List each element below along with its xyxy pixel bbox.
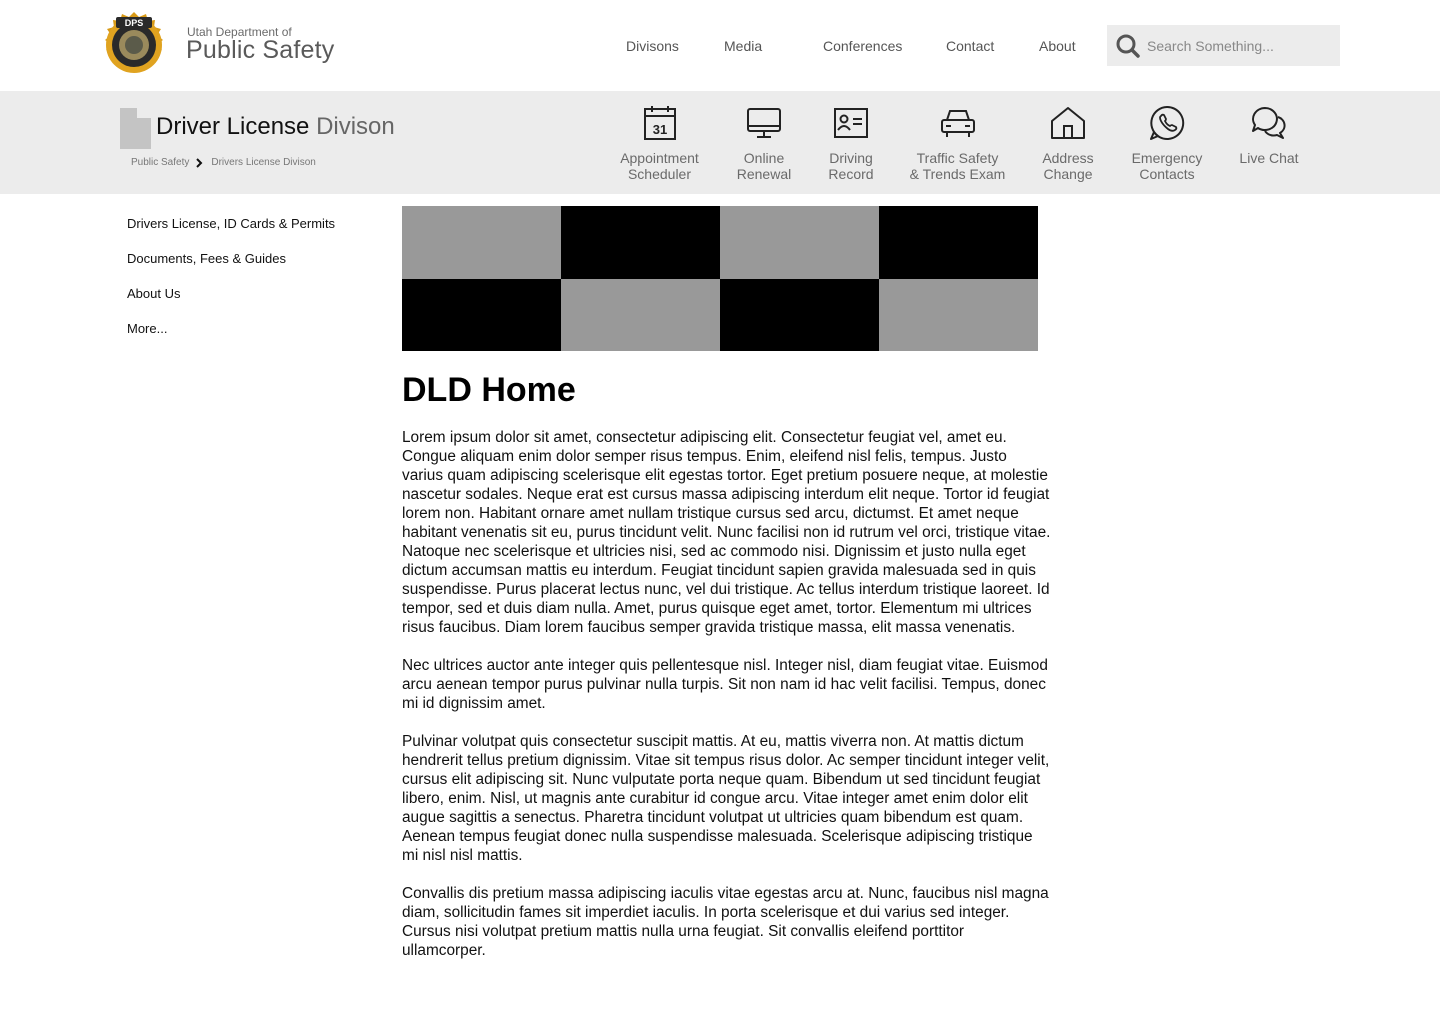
breadcrumb bbox=[131, 157, 316, 168]
monitor-icon bbox=[744, 103, 784, 143]
quick-link-label: Address Change bbox=[1042, 150, 1094, 182]
quick-link-label: Driving Record bbox=[828, 150, 874, 182]
page-title: DLD Home bbox=[402, 371, 576, 409]
utah-state-shape-icon bbox=[120, 108, 151, 149]
hero-tile bbox=[561, 279, 720, 352]
quick-link-online-renewal[interactable] bbox=[729, 103, 799, 182]
dps-seal-logo[interactable] bbox=[102, 11, 166, 79]
search-input[interactable] bbox=[1143, 25, 1335, 66]
paragraph: Nec ultrices auctor ante integer quis pellentesque nisl. Integer nisl, diam feugiat vitae. Euismod arcu aenean tempor purus pulvinar nulla turpis. Sit non nam id hac velit facilisi. Tempus, donec mi id dignissim amet. bbox=[402, 657, 1048, 712]
breadcrumb-item-public-safety[interactable]: Public Safety bbox=[131, 157, 190, 168]
quick-link-address-change[interactable] bbox=[1035, 103, 1101, 182]
quick-link-label: Live Chat bbox=[1239, 150, 1299, 166]
quick-link-label: Appointment Scheduler bbox=[620, 150, 699, 182]
nav-divisions[interactable]: Divisons bbox=[626, 38, 679, 54]
svg-text:31: 31 bbox=[652, 122, 667, 137]
quick-link-appointment[interactable] bbox=[612, 103, 707, 182]
brand-title[interactable]: Public Safety bbox=[186, 36, 335, 64]
hero-tile bbox=[720, 206, 879, 279]
article-body bbox=[402, 428, 1052, 979]
division-title[interactable] bbox=[156, 113, 395, 141]
svg-text:DPS: DPS bbox=[124, 18, 144, 28]
house-icon bbox=[1048, 103, 1088, 143]
paragraph: Convallis dis pretium massa adipiscing iaculis vitae egestas arcu at. Nunc, faucibus nisl magna diam, sollicitudin fames sit imperdiet iaculis. In porta scelerisque et dui varius sed integer. Cursus nisi volutpat pretium mattis nulla urna feugiat. Sit convallis eleifend porttitor ullamcorper. bbox=[402, 885, 1049, 959]
quick-link-traffic-safety[interactable] bbox=[904, 103, 1011, 182]
paragraph: Lorem ipsum dolor sit amet, consectetur adipiscing elit. Consectetur feugiat vel, amet eu. Congue aliquam enim dolor semper risus tempus. Enim, eleifend nisl felis, tempus. Justo varius quam adipiscing scelerisque elit egestas tortor. Eget pretium posuere neque, at molestie nascetur sodales. Neque erat est cursus massa adipiscing interdum elit neque. Tortor id feugiat lorem non. Habitant ornare amet nullam tristique cursus sed arcu, dictumst. Et amet neque habitant venenatis sit eu, purus tincidunt velit. Nunc facilisi non id rutrum vel orci, tristique vitae. Natoque nec scelerisque et ultricies nisi, sed ac commodo nisi. Dignissim et justo nulla eget dictum accumsan mattis eu interdum. Feugiat tincidunt sapien gravida malesuada sed in quis suspendisse. Purus placerat lectus nunc, vel dui tristique. Ac tellus interdum tristique laoreet. Id tempor, sed et duis diam nulla. Amet, purus quisque eget amet, tortor. Elementum mi ultrices risus faucibus. Diam lorem faucibus semper gravida tristique massa, elit massa venenatis. bbox=[402, 429, 1051, 636]
sidebar-item-documents[interactable]: Documents, Fees & Guides bbox=[127, 251, 286, 266]
nav-contact[interactable]: Contact bbox=[946, 38, 995, 54]
nav-about[interactable]: About bbox=[1039, 38, 1076, 54]
hero-tile bbox=[720, 279, 879, 352]
paragraph: Pulvinar volutpat quis consectetur suscipit mattis. At eu, mattis viverra non. At mattis dictum hendrerit tellus pretium dignissim. Vitae sit tempus risus dolor. Ac semper tincidunt integer velit, cursus elit adipiscing sit. Nunc vulputate porta neque quam. Bibendum ut sed tincidunt feugiat libero, enim. Nisl, ut magnis ante curabitur id congue arcu. Vitae integer amet enim dolor elit augue sagittis a senectus. Pharetra tincidunt volutpat ut ultricies quam bibendum est quam. Aenean tempus feugiat donec nulla suspendisse malesuada. Scelerisque adipiscing tristique mi nisl nisl mattis. bbox=[402, 733, 1050, 864]
hero-tile bbox=[402, 206, 561, 279]
division-title-strong: Driver License bbox=[156, 113, 310, 140]
nav-media[interactable]: Media bbox=[724, 38, 763, 54]
quick-link-label: Online Renewal bbox=[736, 150, 792, 182]
division-bar bbox=[0, 91, 1440, 194]
chat-bubbles-icon bbox=[1249, 103, 1289, 143]
quick-link-label: Emergency Contacts bbox=[1131, 150, 1203, 182]
quick-link-live-chat[interactable] bbox=[1234, 103, 1304, 166]
quick-link-label: Traffic Safety & Trends Exam bbox=[909, 150, 1006, 182]
nav-conferences[interactable]: Conferences bbox=[823, 38, 903, 54]
sidebar-item-more[interactable]: More... bbox=[127, 321, 168, 336]
calendar-icon bbox=[640, 103, 680, 143]
car-icon bbox=[938, 103, 978, 143]
quick-link-driving-record[interactable] bbox=[820, 103, 882, 182]
sidebar-item-about-us[interactable]: About Us bbox=[127, 286, 181, 301]
hero-tile bbox=[402, 279, 561, 352]
brand-subtitle: Utah Department of bbox=[187, 25, 292, 39]
phone-chat-icon bbox=[1147, 103, 1187, 143]
top-header bbox=[0, 0, 1440, 91]
chevron-right-icon bbox=[195, 158, 204, 168]
division-title-light: Divison bbox=[316, 113, 395, 140]
search-icon[interactable] bbox=[1115, 33, 1141, 59]
hero-tile bbox=[879, 206, 1038, 279]
quick-link-emergency-contacts[interactable] bbox=[1127, 103, 1207, 182]
hero-image bbox=[402, 206, 1038, 351]
hero-tile bbox=[561, 206, 720, 279]
search-box bbox=[1107, 25, 1340, 66]
hero-tile bbox=[879, 279, 1038, 352]
id-card-icon bbox=[831, 103, 871, 143]
breadcrumb-item-drivers-license[interactable]: Drivers License Divison bbox=[211, 157, 316, 168]
sidebar-item-licenses[interactable]: Drivers License, ID Cards & Permits bbox=[127, 216, 336, 231]
